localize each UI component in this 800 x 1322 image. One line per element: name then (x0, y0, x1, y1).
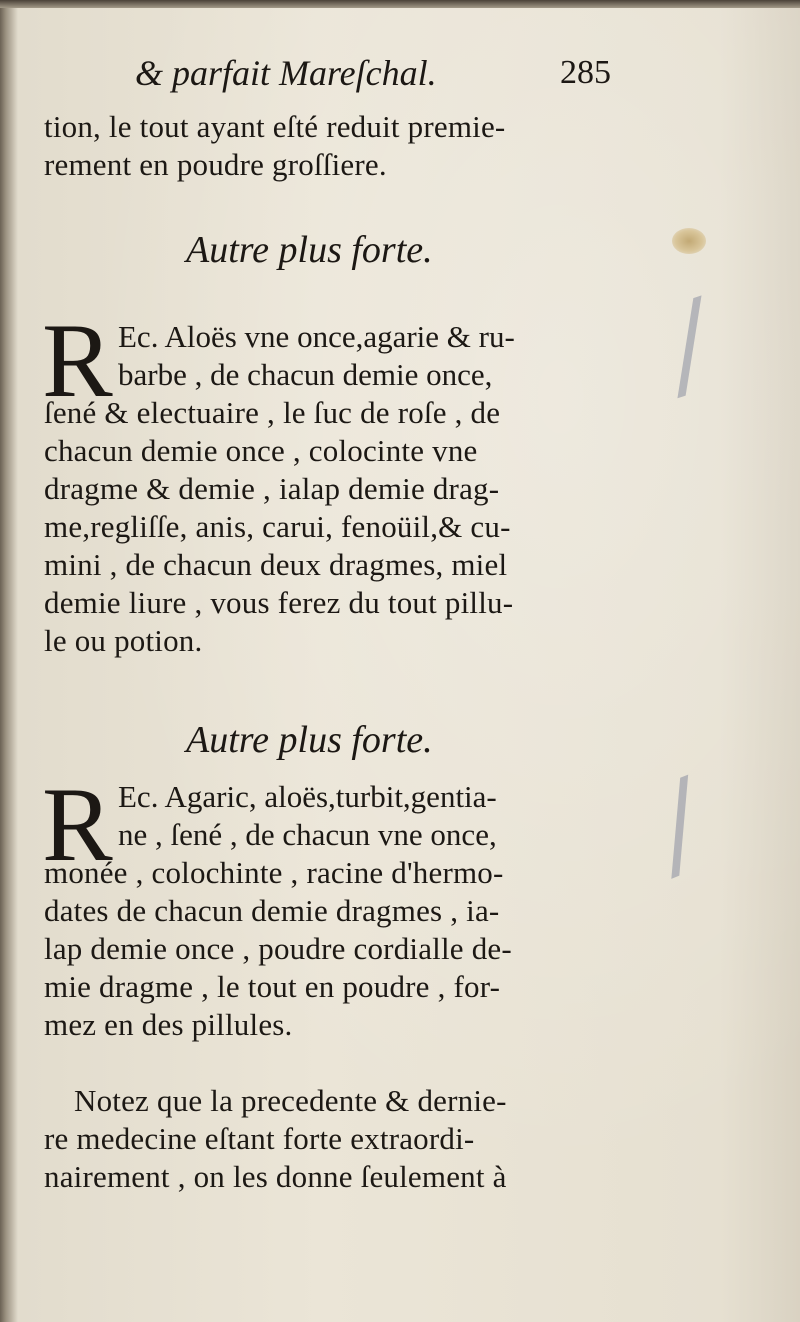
text-line: rement en poudre groſſiere. (44, 147, 387, 182)
drop-cap: R (42, 302, 113, 419)
text-line: lap demie once , poudre cordialle de- (44, 931, 512, 966)
text-line: me,regliſſe, anis, carui, fenoüil,& cu- (44, 509, 511, 544)
text-line: le ou potion. (44, 623, 203, 658)
paper-stain (672, 228, 706, 254)
drop-cap: R (42, 766, 113, 883)
section-heading: Autre plus forte. (186, 719, 433, 761)
text-line: ſené & electuaire , le ſuc de roſe , de (44, 395, 501, 430)
running-title: & parfait Mareſchal. (135, 53, 437, 93)
text-line: Notez que la precedente & dernie- (74, 1083, 507, 1118)
text-line: re medecine eſtant forte extraordi- (44, 1121, 475, 1156)
recipe-first-lines (118, 778, 497, 854)
text-line: dates de chacun demie dragmes , ia- (44, 893, 500, 928)
text-line: tion, le tout ayant eſté reduit premie- (44, 109, 506, 144)
text-line: mez en des pillules. (44, 1007, 293, 1042)
text-line: ne , ſené , de chacun vne once, (118, 817, 497, 852)
continuation-paragraph (44, 108, 624, 184)
text-line: Ec. Agaric, aloës,turbit,gentia- (118, 779, 497, 814)
section-heading: Autre plus forte. (186, 229, 433, 271)
text-line: monée , colochinte , racine d'hermo- (44, 855, 504, 890)
show-through-mark: / (637, 757, 720, 891)
text-line: nairement , on les donne ſeulement à (44, 1159, 507, 1194)
show-through-mark: / (651, 277, 726, 411)
text-line: mie dragme , le tout en poudre , for- (44, 969, 501, 1004)
text-line: demie liure , vous ferez du tout pillu- (44, 585, 514, 620)
text-line: mini , de chacun deux dragmes, miel (44, 547, 508, 582)
text-line: barbe , de chacun demie once, (118, 357, 493, 392)
text-line: dragme & demie , ialap demie drag- (44, 471, 500, 506)
page-header (135, 52, 635, 104)
recipe-paragraph (44, 394, 624, 660)
page-top-edge (0, 0, 800, 8)
recipe-paragraph (44, 854, 624, 1044)
text-line: Ec. Aloës vne once,agarie & ru- (118, 319, 515, 354)
page-number: 285 (560, 54, 611, 91)
note-paragraph (44, 1082, 624, 1196)
recipe-first-lines (118, 318, 515, 394)
text-line: chacun demie once , colocinte vne (44, 433, 478, 468)
